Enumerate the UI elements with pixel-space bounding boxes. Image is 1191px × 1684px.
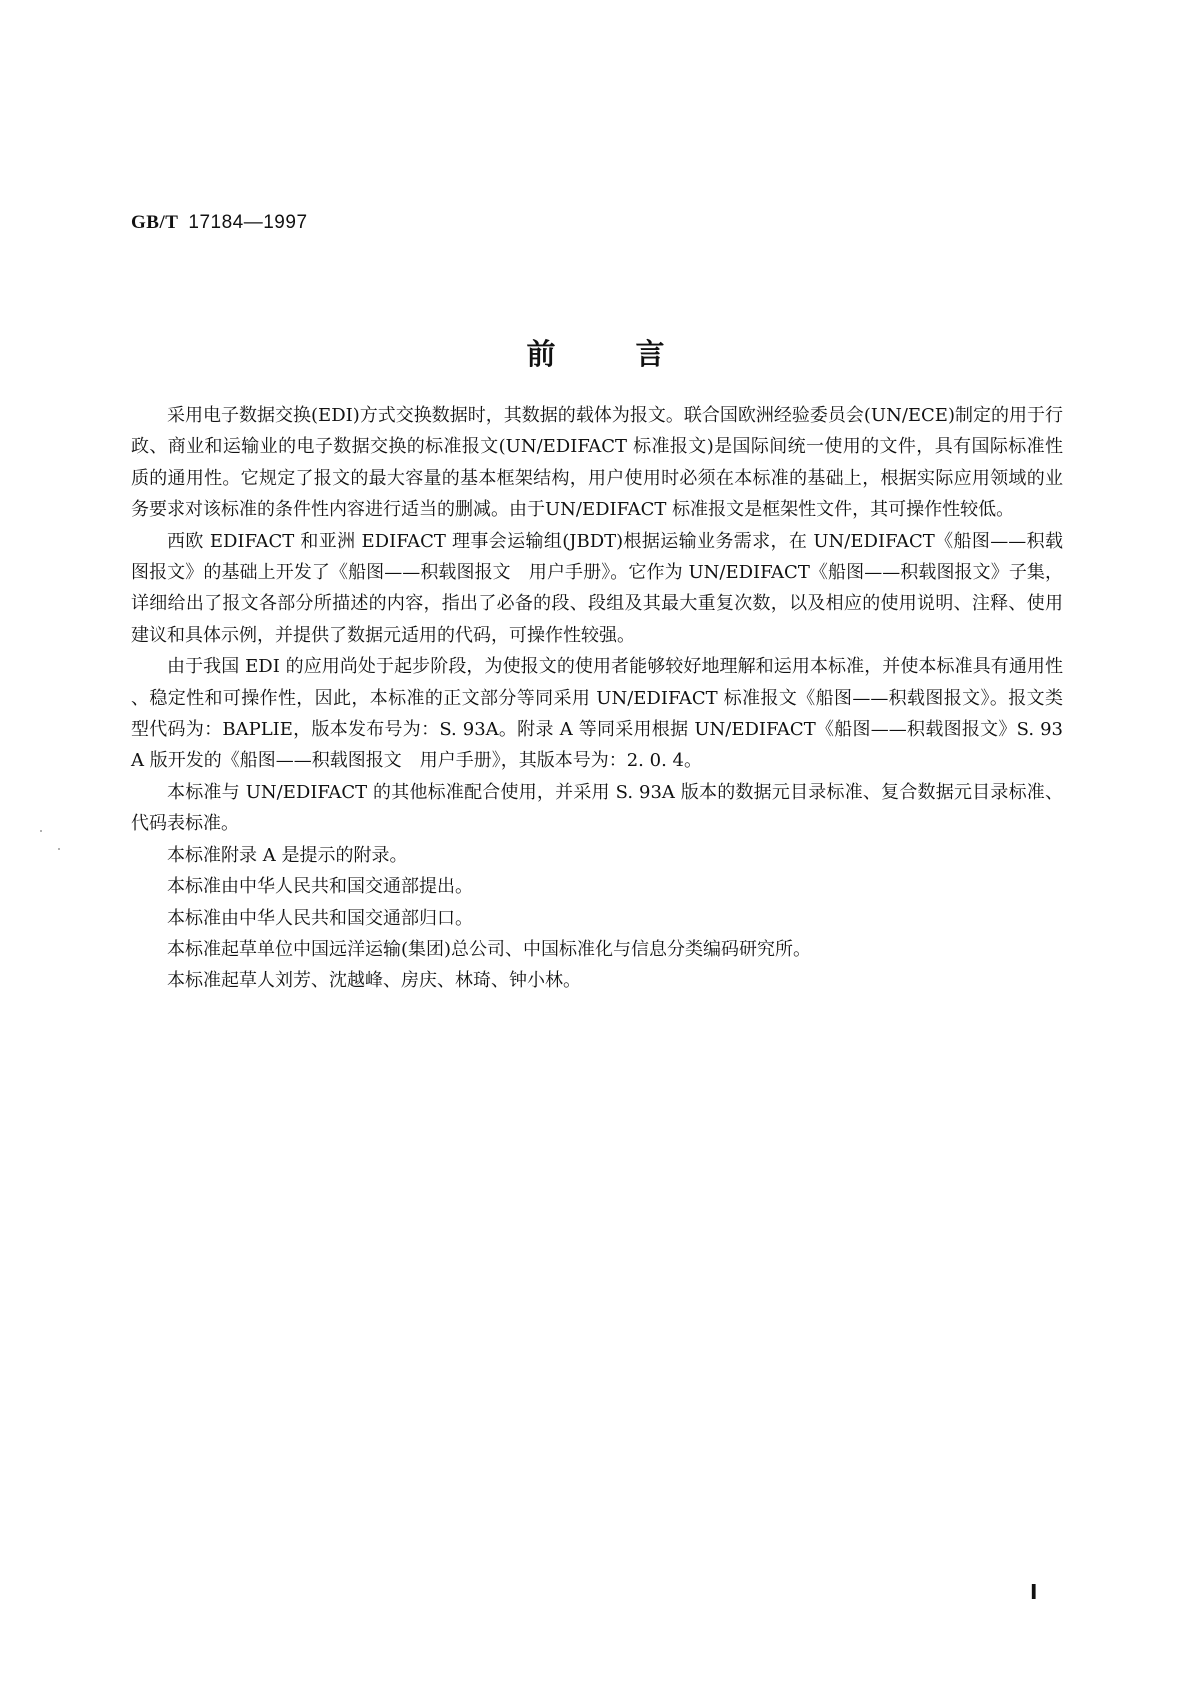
paragraph-drafters: 本标准起草人刘芳、沈越峰、房庆、林琦、钟小林。 xyxy=(167,970,581,992)
scan-speck xyxy=(40,830,42,832)
page-title: 前言 xyxy=(526,337,745,371)
paragraph-adoption: 由于我国 EDI 的应用尚处于起步阶段，为使报文的使用者能够较好地理解和运用本标准，并使本标准具有通用性、稳定性和可操作性，因此，本标准的正文部分等同采用 UN/EDIFACT 标准报文《船图——积载图报文》。报文类型代码为：BAPLIE，版本发布号为：S. 93A。附录 A 等同采用根据 UN/EDIFACT《船图——积载图报文》S. 93A 版开发的《船图——积载图报文 用户手册》，其版本号为：2. 0. 4。 xyxy=(131,656,1063,772)
scan-speck xyxy=(58,848,60,850)
paragraph-administrator: 本标准由中华人民共和国交通部归口。 xyxy=(167,907,473,929)
paragraph-appendix: 本标准附录 A 是提示的附录。 xyxy=(167,844,408,866)
paragraph-proposer: 本标准由中华人民共和国交通部提出。 xyxy=(167,876,473,898)
paragraph-usage: 本标准与 UN/EDIFACT 的其他标准配合使用，并采用 S. 93A 版本的数据元目录标准、复合数据元目录标准、代码表标准。 xyxy=(131,781,1063,835)
paragraph-background: 西欧 EDIFACT 和亚洲 EDIFACT 理事会运输组(JBDT)根据运输业务需求，在 UN/EDIFACT《船图——积载图报文》的基础上开发了《船图——积载图报文 用户手册》。它作为 UN/EDIFACT《船图——积载图报文》子集，详细给出了报文各部分所描述的内容，指出了必备的段、段组及其最大重复次数，以及相应的使用说明、注释、使用建议和具体示例，并提供了数据元适用的代码，可操作性较强。 xyxy=(131,530,1063,646)
foreword-body xyxy=(131,400,1063,997)
paragraph-drafting-units: 本标准起草单位中国远洋运输(集团)总公司、中国标准化与信息分类编码研究所。 xyxy=(167,938,812,960)
standard-code-prefix: GB/T xyxy=(131,212,179,233)
standard-code-number: 17184—1997 xyxy=(188,212,308,233)
paragraph-intro: 采用电子数据交换(EDI)方式交换数据时，其数据的载体为报文。联合国欧洲经验委员会(UN/ECE)制定的用于行政、商业和运输业的电子数据交换的标准报文(UN/EDIFACT 标准报文)是国际间统一使用的文件，具有国际标准性质的通用性。它规定了报文的最大容量的基本框架结构，用户使用时必须在本标准的基础上，根据实际应用领域的业务要求对该标准的条件性内容进行适当的删减。由于UN/EDIFACT 标准报文是框架性文件，其可操作性较低。 xyxy=(131,405,1063,521)
page-number: I xyxy=(1030,1580,1038,1604)
standard-code xyxy=(131,212,308,234)
